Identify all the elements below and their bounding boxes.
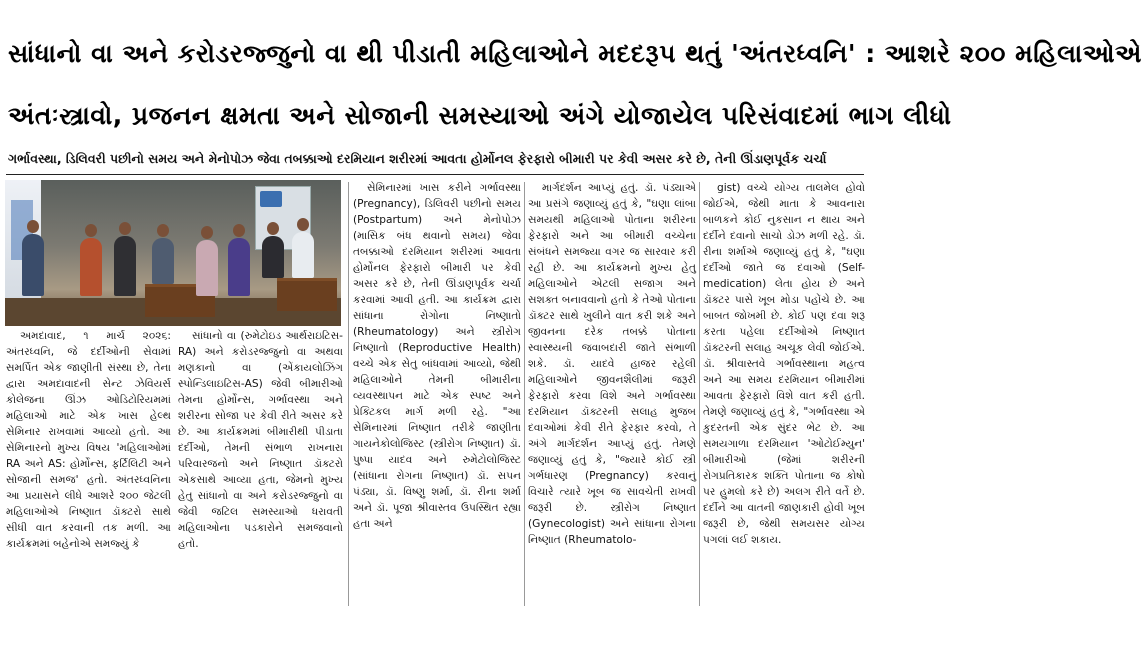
column-divider <box>524 182 525 606</box>
article-column-3 <box>353 180 521 610</box>
panelist <box>22 234 44 296</box>
panelist <box>292 232 314 278</box>
panelist <box>228 238 250 296</box>
panelist <box>262 236 284 278</box>
seminar-panel-photo <box>5 180 341 326</box>
panelist <box>114 236 136 296</box>
column-divider <box>348 182 349 606</box>
article-column-4 <box>528 180 696 610</box>
event-logo <box>260 191 282 207</box>
divider <box>6 174 864 175</box>
subheadline: ગર્ભાવસ્થા, ડિલિવરી પછીનો સમય અને મેનોપોઝ જેવા તબક્કાઓ દરમિયાન શરીરમાં આવતા હોર્મોનલ ફેરફારો બીમારી પર કેવી અસર કરે છે, તેની ઊંડાણપૂર્વક ચર્ચા <box>8 151 827 166</box>
column-text: સાંધાનો વા (રુમેટોઇડ આર્થરાઇટિસ-RA) અને કરોડરજ્જુનો વા અથવા મણકાનો વા (એંકાયલોઝિંગ સ્પોન્ડિલાઇટિસ-AS) જેવી બીમારીઓ તેમના હોર્મોન્સ, ગર્ભાવસ્થા અને શરીરના સોજા પર કેવી રીતે અસર કરે છે. આ કાર્યક્રમમાં બીમારીથી પીડાતા દર્દીઓ, તેમની સંભાળ રાખનારા પરિવારજનો અને નિષ્ણાત ડૉક્ટરો એકસાથે આવ્યા હતા, જેમનો મુખ્ય હેતુ સાંધાનો વા અને કરોડરજ્જુનો વા જેવી જટિલ સમસ્યાઓ ધરાવતી મહિલાઓના પડકારોને સમજવાનો હતો. <box>178 330 343 550</box>
panel-table <box>277 278 337 311</box>
column-divider <box>699 182 700 606</box>
panelist <box>80 238 102 296</box>
article-column-1 <box>6 328 171 610</box>
panelist <box>196 240 218 296</box>
headline-line-2: અંતઃસ્ત્રાવો, પ્રજનન ક્ષમતા અને સોજાની સમસ્યાઓ અંગે યોજાયેલ પરિસંવાદમાં ભાગ લીધો <box>8 101 952 130</box>
column-text: માર્ગદર્શન આપ્યું હતું. ડૉ. પંડ્યાએ આ પ્રસંગે જણાવ્યું હતું કે, "ઘણા લાંબા સમયથી મહિલાઓ પોતાના શરીરના ફેરફારો અને આ બીમારી વચ્ચેના સંબંધને સમજ્યા વગર જ સારવાર કરી રહી છે. આ કાર્યક્રમનો મુખ્ય હેતુ મહિલાઓને એટલી સજાગ અને સશક્ત બનાવવાનો હતો કે તેઓ પોતાના ડૉક્ટર સાથે ખુલીને વાત કરી શકે અને જીવનના દરેક તબક્કે પોતાના સ્વાસ્થ્યની જવાબદારી જાતે સંભાળી શકે. ડૉ. યાદવે હાજર રહેલી મહિલાઓને જીવનશૈલીમાં જરૂરી ફેરફારો કરવા વિશે અને ગર્ભાવસ્થા દરમિયાન ડૉક્ટરની સલાહ મુજબ દવાઓમાં કેવી રીતે ફેરફાર કરવો, તે અંગે માર્ગદર્શન આપ્યું હતું. તેમણે જણાવ્યું હતું કે, "જ્યારે કોઈ સ્ત્રી ગર્ભધારણ (Pregnancy) કરવાનું વિચારે ત્યારે ખૂબ જ સાવચેતી રાખવી જરૂરી છે. સ્ત્રીરોગ નિષ્ણાત (Gynecologist) અને સાંધાના રોગના નિષ્ણાત (Rheumatolo- <box>528 182 696 546</box>
column-text: અમદાવાદ, ૧ માર્ચ ૨૦૨૬: અંતરધ્વનિ, જે દર્દીઓની સેવામાં સમર્પિત એક જાણીતી સંસ્થા છે, તેના દ્વારા અમદાવાદની સેન્ટ ઝેવિયર્સ કોલેજના ઊંઝ ઓડિટોરિયમમાં મહિલાઓ માટે એક ખાસ હેલ્થ સેમિનાર રાખવામાં આવ્યો હતો. આ સેમિનારનો મુખ્ય વિષય 'મહિલાઓમાં RA અને AS: હોર્મોન્સ, ફર્ટિલિટી અને સોજાની સમજ' હતો. અંતરધ્વનિના આ પ્રયાસને લીધે આશરે ૨૦૦ જેટલી મહિલાઓએ નિષ્ણાત ડૉક્ટરો સાથે સીધી વાત કરવાની તક મળી. આ કાર્યક્રમમાં બહેનોએ સમજ્યું કે <box>6 330 171 550</box>
headline-line-1: સાંધાનો વા અને કરોડરજ્જુનો વા થી પીડાતી મહિલાઓને મદદરૂપ થતું 'અંતરધ્વનિ' : આશરે ૨૦૦ મહિલાઓએ <box>8 39 1142 68</box>
article-column-5 <box>703 180 865 610</box>
column-text: સેમિનારમાં ખાસ કરીને ગર્ભાવસ્થા (Pregnancy), ડિલિવરી પછીનો સમય (Postpartum) અને મેનોપોઝ (માસિક બંધ થવાનો સમય) જેવા તબક્કાઓ દરમિયાન શરીરમાં આવતા હોર્મોનલ ફેરફારો બીમારી પર કેવી અસર કરે છે, તેની ઊંડાણપૂર્વક ચર્ચા કરવામાં આવી હતી. આ કાર્યક્રમ દ્વારા સાંધાના રોગોના નિષ્ણાતો (Rheumatology) અને સ્ત્રીરોગ નિષ્ણાતો (Reproductive Health) વચ્ચે એક સેતુ બાંધવામાં આવ્યો, જેથી મહિલાઓને તેમની બીમારીના વ્યવસ્થાપન માટે એક સ્પષ્ટ અને પ્રેક્ટિકલ માર્ગ મળી રહે. "આ સેમિનારમાં નિષ્ણાત તરીકે જાણીતા ગાયનેકોલોજિસ્ટ (સ્ત્રીરોગ નિષ્ણાત) ડૉ. પુષ્પા યાદવ અને રુમેટોલોજિસ્ટ (સાંધાના રોગના નિષ્ણાત) ડૉ. સપન પંડ્યા, ડૉ. વિષ્ણુ શર્મા, ડૉ. રીના શર્મા અને ડૉ. પૂજા શ્રીવાસ્તવ ઉપસ્થિત રહ્યા હતા અને <box>353 182 521 530</box>
panelist <box>152 238 174 284</box>
article-column-2 <box>178 328 343 610</box>
column-text: gist) વચ્ચે યોગ્ય તાલમેલ હોવો જોઈએ, જેથી માતા કે આવનારા બાળકને કોઈ નુકસાન ન થાય અને દર્દીને દવાનો સાચો ડોઝ મળી રહે. ડૉ. રીના શર્માએ જણાવ્યું હતું કે, "ઘણા દર્દીઓ જાતે જ દવાઓ (Self-medication) લેતા હોય છે અને ડૉક્ટર પાસે ખૂબ મોડા પહોંચે છે. આ બાબત જોખમી છે. કોઈ પણ દવા શરૂ કરતા પહેલા દર્દીઓએ નિષ્ણાત ડૉક્ટરની સલાહ અચૂક લેવી જોઈએ. ડૉ. શ્રીવાસ્તવે ગર્ભાવસ્થાના મહત્વ અને આ સમય દરમિયાન બીમારીમાં આવતા ફેરફારો વિશે વાત કરી હતી. તેમણે જણાવ્યું હતું કે, "ગર્ભાવસ્થા એ કુદરતની એક સુંદર ભેટ છે. આ સમયગાળા દરમિયાન 'ઓટોઈમ્યુન' બીમારીઓ (જેમાં શરીરની રોગપ્રતિકારક શક્તિ પોતાના જ કોષો પર હુમલો કરે છે) અલગ રીતે વર્તે છે. દર્દીને આ વાતની જાણકારી હોવી ખૂબ જરૂરી છે, જેથી સમયસર યોગ્ય પગલાં લઈ શકાય. <box>703 182 865 546</box>
